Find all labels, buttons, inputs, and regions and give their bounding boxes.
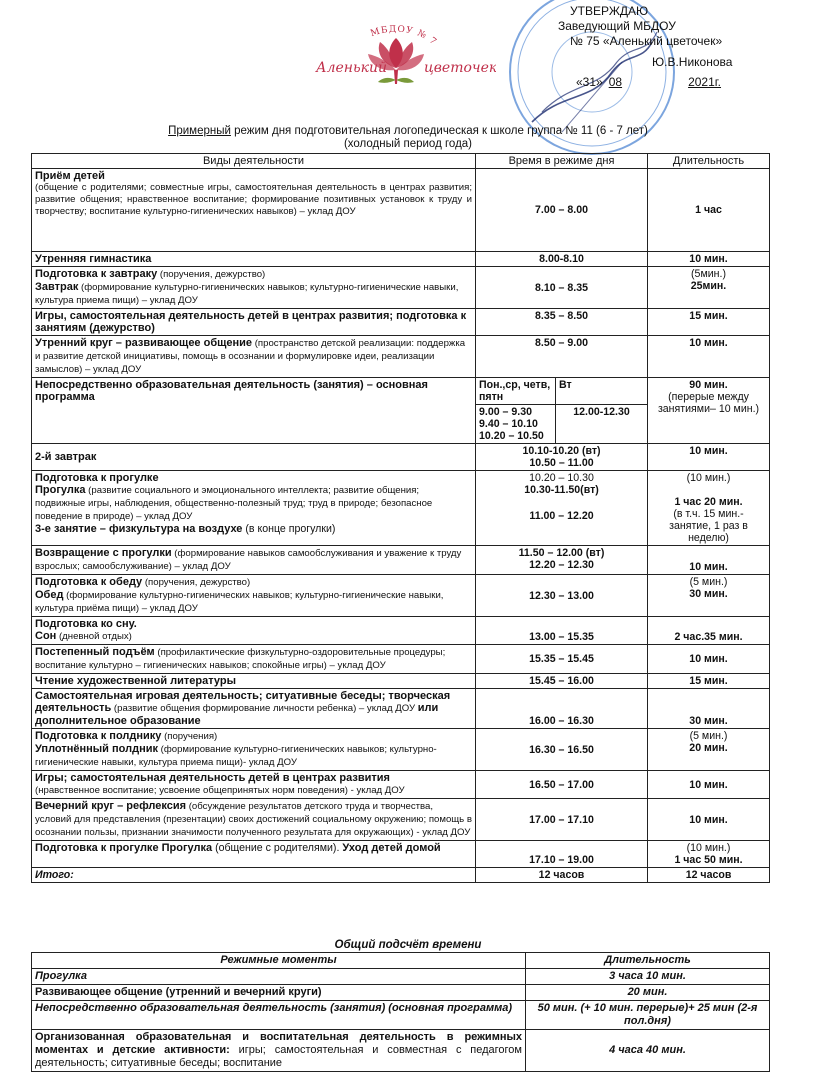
activity-duration: 1 час (648, 169, 770, 252)
summary-value: 50 мин. (+ 10 мин. перерые)+ 25 мин (2-я пол.дня) (526, 1001, 770, 1030)
activity-duration: 30 мин. (689, 588, 728, 600)
activity-title-2-suffix: (дневной отдых) (56, 631, 132, 642)
summary-label: Непосредственно образовательная деятельность (занятия) (основная программа) (32, 1001, 526, 1030)
activity-duration: 10 мин. (648, 771, 770, 799)
activity-desc: (пространство детской реализации: поддержка и развитие детской инициативы, помощь в осознании и формулировке идеи, реализации замыслов) – уклад ДОУ (35, 338, 466, 375)
activity-desc: (развитие социального и эмоционального интеллекта; развитие общения; подвижные игры, наблюдения, общественно-полезный труд; труд в природе; безопасное поведение в природе) – уклад ДОУ (35, 485, 433, 522)
total-label: Итого: (32, 868, 476, 883)
activity-duration: 10 мин. (648, 252, 770, 267)
svg-text:МБДОУ № 75: МБДОУ № 7 (369, 24, 439, 48)
summary-header-row (32, 953, 770, 969)
activity-time: 7.00 – 8.00 (476, 169, 648, 252)
activity-duration: 90 мин. (689, 379, 728, 391)
activity-duration: 20 мин. (689, 742, 728, 754)
approval-block (556, 4, 806, 90)
activity-title-2: Сон (35, 630, 57, 642)
activity-title: Чтение художественной литературы (32, 674, 476, 689)
table-row (32, 645, 770, 674)
table-row (32, 771, 770, 799)
activity-title-suffix: (поручения, дежурство) (142, 577, 251, 588)
summary-value: 3 часа 10 мин. (526, 969, 770, 985)
activity-title-2: Завтрак (35, 281, 79, 293)
activity-title: Игры; самостоятельная деятельность детей в центрах развития (35, 772, 390, 784)
summary-header-duration: Длительность (526, 953, 770, 969)
approval-signer: Ю.В.Никонова (652, 55, 733, 69)
activity-time: 8.00-8.10 (476, 252, 648, 267)
summary-label-rest: игры; самостоятельная и совместная с педагогом деятельность; ситуативные беседы; воспитание (35, 1044, 522, 1069)
table-row (32, 689, 770, 729)
table-row (32, 378, 770, 405)
logo-text-right: цветочек (424, 60, 496, 76)
activity-duration: 10 мин. (648, 799, 770, 841)
time-slot: 10.20 – 10.50 (479, 430, 544, 442)
activity-duration: 2 час.35 мин. (648, 617, 770, 645)
activity-time: 10.10-10.20 (вт) (522, 445, 601, 457)
table-row (32, 309, 770, 336)
approval-line-1: УТВЕРЖДАЮ (570, 4, 649, 18)
activity-desc: (формирование культурно-гигиенических навыков; культурно-гигиенические навыки, культура приема пищи) – уклад ДОУ (35, 282, 459, 306)
activity-title-2: Прогулка (35, 484, 86, 496)
activity-time: 13.00 – 15.35 (476, 617, 648, 645)
approval-line-3: № 75 «Аленький цветочек» (570, 34, 723, 48)
table-row (32, 546, 770, 575)
activity-title-suffix: (поручения, дежурство) (157, 269, 266, 280)
activity-title: Утренняя гимнастика (32, 252, 476, 267)
total-time: 12 часов (476, 868, 648, 883)
header-time: Время в режиме дня (476, 154, 648, 169)
activity-duration-note: (в т.ч. 15 мин.- занятие, 1 раз в неделю) (669, 508, 748, 544)
activity-time: 16.00 – 16.30 (476, 689, 648, 729)
summary-value: 20 мин. (526, 985, 770, 1001)
activity-title: Приём детей (35, 170, 105, 182)
activity-time: 15.45 – 16.00 (476, 674, 648, 689)
title-rest: режим дня подготовительная логопедическая к школе группа № 11 (6 - 7 лет) (230, 125, 648, 137)
summary-label: Прогулка (32, 969, 526, 985)
summary-label: Развивающее общение (утренний и вечерний круги) (32, 985, 526, 1001)
activity-time: 10.20 – 10.30 (529, 472, 594, 484)
summary-value: 4 часа 40 мин. (526, 1030, 770, 1072)
table-row (32, 444, 770, 471)
activity-title: Непосредственно образовательная деятельность (занятия) – основная программа (32, 378, 476, 444)
time-slot-tuesday: 12.00-12.30 (556, 405, 648, 444)
table-header-row (32, 154, 770, 169)
activity-time: 17.10 – 19.00 (476, 841, 648, 868)
table-row (32, 252, 770, 267)
activity-desc: (формирование культурно-гигиенических навыков; культурно-гигиенические навыки, культура приёма пищи) – уклад ДОУ (35, 590, 444, 614)
activity-title-suffix: (поручения) (161, 731, 218, 742)
sub-header-weekdays: Пон.,ср, четв, пятн (476, 378, 556, 405)
activity-time-2: 10.30-11.50(вт) (524, 484, 599, 496)
activity-duration-note: (перерые между занятиями– 10 мин.) (657, 391, 760, 415)
activity-duration-a: (10 мин.) (686, 472, 731, 484)
activity-title-2: Обед (35, 589, 64, 601)
document-subtitle: (холодный период года) (343, 138, 473, 150)
activity-title: Подготовка к прогулке Прогулка (35, 842, 213, 854)
activity-title: 2-й завтрак (32, 444, 476, 471)
activity-duration-a: (5 мин.) (689, 576, 728, 588)
table-row (32, 336, 770, 378)
activity-time: 8.35 – 8.50 (476, 309, 648, 336)
kindergarten-logo (296, 10, 496, 105)
activity-title: Самостоятельная игровая деятельность; ситуативные беседы; творческая деятельность (35, 690, 451, 714)
activity-duration-a: (5 мин.) (689, 730, 728, 742)
summary-row (32, 1030, 770, 1072)
activity-duration: 10 мин. (648, 336, 770, 378)
approval-date-day: «31» (576, 75, 603, 89)
activity-time: 8.50 – 9.00 (476, 336, 648, 378)
activity-title-tail: или дополнительное образование (35, 702, 439, 727)
activity-duration: 25мин. (690, 280, 727, 292)
table-row (32, 674, 770, 689)
activity-time: 16.30 – 16.50 (476, 729, 648, 771)
header-activities: Виды деятельности (32, 154, 476, 169)
activity-title: Подготовка к обеду (35, 576, 143, 588)
table-row (32, 267, 770, 309)
activity-title-3-suffix: (в конце прогулки) (242, 523, 336, 535)
activity-desc: (формирование навыков самообслуживания и уважение к труду взрослых; самообслуживание) – уклад ДОУ (35, 548, 462, 572)
sub-header-tuesday: Вт (556, 378, 648, 405)
activity-duration: 10 мин. (648, 444, 770, 471)
activity-time: 12.30 – 13.00 (476, 575, 648, 617)
summary-title: Общий подсчёт времени (334, 939, 482, 951)
activity-desc: (общение с родителями; совместные игры, самостоятельная деятельность в центрах развития; развитие общения; нравственное воспитание; формирование позитивных установок к труду и творчеству; воспитание культурно-гигиенических навыков) – уклад ДОУ (35, 182, 472, 217)
activity-duration-a: (10 мин.) (686, 842, 731, 854)
table-row (32, 471, 770, 546)
approval-date-year: 2021г. (688, 75, 722, 89)
time-slot: 9.00 – 9.30 (479, 406, 533, 418)
activity-time-3: 11.00 – 12.20 (529, 510, 594, 522)
activity-time-2: 12.20 – 12.30 (529, 559, 594, 571)
activity-title-3: 3-е занятие – физкультура на воздухе (35, 523, 243, 535)
activity-duration: 10 мин. (648, 645, 770, 674)
summary-table (31, 952, 770, 1072)
approval-date-month: 08 (608, 75, 623, 89)
title-underlined: Примерный (168, 125, 231, 137)
activity-title: Подготовка к завтраку (35, 268, 158, 280)
approval-line-2: Заведующий МБДОУ (558, 19, 676, 33)
summary-row (32, 969, 770, 985)
summary-row (32, 1001, 770, 1030)
table-row (32, 575, 770, 617)
activity-title: Возвращение с прогулки (35, 547, 172, 559)
activity-duration: 15 мин. (648, 309, 770, 336)
time-slot: 9.40 – 10.10 (479, 418, 538, 430)
summary-label: Организованная образовательная и воспитательная деятельность в режимных моментах и детские активности: (35, 1031, 522, 1056)
activity-title: Вечерний круг – рефлексия (35, 800, 187, 812)
activity-title: Подготовка к полднику (35, 730, 162, 742)
document-title (0, 125, 816, 151)
table-row (32, 841, 770, 868)
activity-desc: (развитие общения формирование личности ребенка) – уклад ДОУ (111, 703, 418, 714)
daily-schedule-table (31, 153, 770, 883)
activity-time: 8.10 – 8.35 (476, 267, 648, 309)
activity-duration: 30 мин. (648, 689, 770, 729)
activity-desc: (профилактические физкультурно-оздоровительные процедуры; воспитание культурно – гигиенических навыков; спокойные игры) – уклад ДОУ (35, 647, 446, 671)
activity-time: 11.50 – 12.00 (вт) (518, 547, 605, 559)
summary-header-moments: Режимные моменты (32, 953, 526, 969)
table-total-row (32, 868, 770, 883)
activity-desc: (нравственное воспитание; усвоение общепринятых норм поведения) - уклад ДОУ (35, 785, 405, 796)
table-row (32, 799, 770, 841)
activity-desc: (общение с родителями). (212, 842, 343, 854)
logo-text-left: Аленький (316, 60, 388, 76)
activity-duration: 1 час 20 мин. (674, 496, 743, 508)
activity-duration: 15 мин. (648, 674, 770, 689)
activity-time: 16.50 – 17.00 (476, 771, 648, 799)
activity-title: Постепенный подъём (35, 646, 155, 658)
activity-duration: 1 час 50 мин. (674, 854, 743, 866)
activity-title: Игры, самостоятельная деятельность детей в центрах развития; подготовка к занятиям (дежурство) (32, 309, 476, 336)
activity-desc: (обсуждение результатов детского труда и творчества, условий для представления (презентации) своих достижений социальному окружению; помощь в осознании пользы, признании значимости полученного результата для окружающих) - уклад ДОУ (35, 801, 472, 838)
activity-duration-a: (5мин.) (691, 268, 726, 280)
activity-time-2: 10.50 – 11.00 (529, 457, 594, 469)
activity-desc: (формирование культурно-гигиенических навыков; культурно-гигиенические навыки, культура приема пищи)- уклад ДОУ (35, 744, 437, 768)
table-row (32, 169, 770, 252)
activity-title: Подготовка ко сну. (35, 618, 137, 630)
activity-title-tail: Уход детей домой (342, 842, 441, 854)
activity-time: 17.00 – 17.10 (476, 799, 648, 841)
header-duration: Длительность (648, 154, 770, 169)
activity-title: Утренний круг – развивающее общение (35, 337, 253, 349)
summary-row (32, 985, 770, 1001)
activity-time: 15.35 – 15.45 (476, 645, 648, 674)
total-duration: 12 часов (648, 868, 770, 883)
activity-duration: 10 мин. (648, 546, 770, 575)
table-row (32, 617, 770, 645)
activity-title-2: Уплотнённый полдник (35, 743, 158, 755)
table-row (32, 729, 770, 771)
activity-title: Подготовка к прогулке (35, 472, 159, 484)
